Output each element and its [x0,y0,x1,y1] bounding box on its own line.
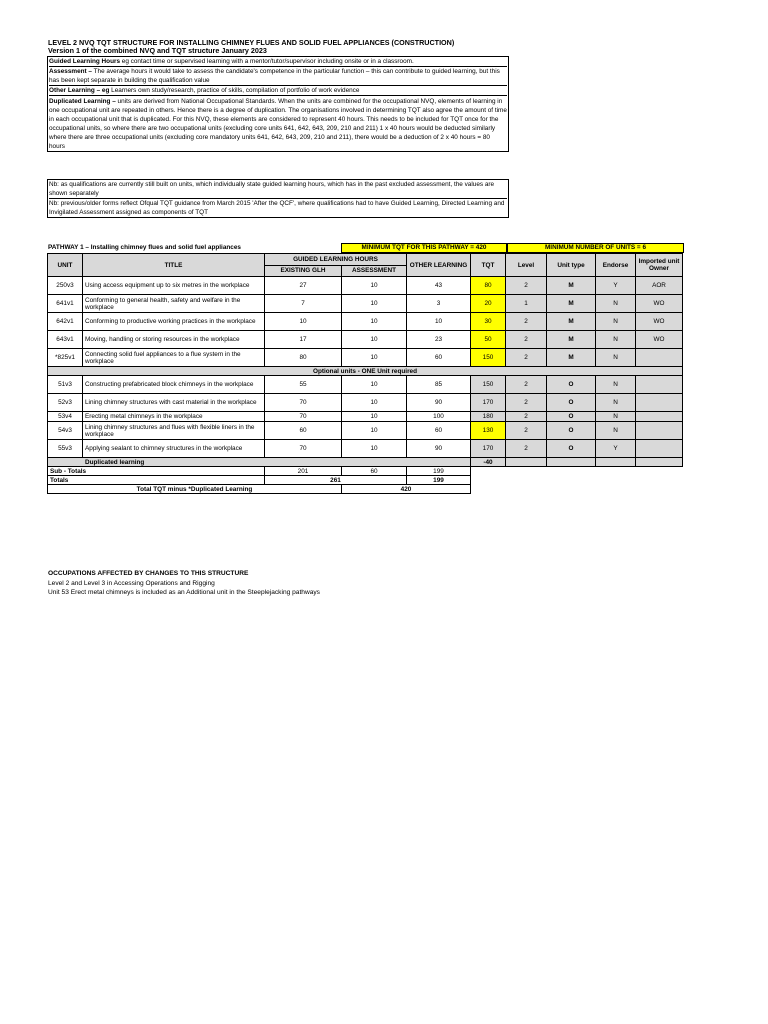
table-row [48,394,683,412]
table-row [48,440,683,458]
other-learning-value: 23 [407,331,471,349]
unit-type-value: O [547,394,596,412]
existing-glh-value: 7 [265,295,342,313]
min-tqt-banner: MINIMUM TQT FOR THIS PATHWAY = 420 [341,243,507,253]
unit-title: Erecting metal chimneys in the workplace [83,412,265,422]
owner-value [636,412,683,422]
level-value: 2 [506,412,547,422]
def-assessment [49,66,507,85]
assessment-value: 10 [342,394,407,412]
endorse-value: N [596,376,636,394]
note-box [47,179,509,218]
header-glh-group: GUIDED LEARNING HOURS [265,254,407,266]
endorse-value: Y [596,440,636,458]
header-unit: UNIT [48,254,83,277]
other-learning-value: 85 [407,376,471,394]
unit-code: 55v3 [48,440,83,458]
header-level: Level [506,254,547,277]
total-glh-assessment: 261 [265,476,407,485]
subtotals-label: Sub - Totals [48,467,265,476]
def-duplicated [49,95,507,151]
assessment-value: 10 [342,277,407,295]
assessment-value: 10 [342,376,407,394]
endorse-value: N [596,412,636,422]
table-row [48,277,683,295]
unit-type-value: M [547,277,596,295]
existing-glh-value: 10 [265,313,342,331]
assessment-value: 10 [342,440,407,458]
owner-value: WO [636,331,683,349]
other-learning-value: 90 [407,394,471,412]
document-version: Version 1 of the combined NVQ and TQT structure January 2023 [48,46,267,55]
table-row [48,331,683,349]
final-total-label: Total TQT minus *Duplicated Learning [48,485,342,494]
total-other: 199 [407,476,471,485]
document-title: LEVEL 2 NVQ TQT STRUCTURE FOR INSTALLING CHIMNEY FLUES AND SOLID FUEL APPLIANCES (CONSTRUCTION) [48,38,455,47]
other-learning-value: 3 [407,295,471,313]
min-units-banner: MINIMUM NUMBER OF UNITS = 6 [507,243,684,253]
unit-title: Applying sealant to chimney structures in the workplace [83,440,265,458]
tqt-value: 80 [471,277,506,295]
def-other [49,85,507,95]
owner-value [636,394,683,412]
tqt-value: 20 [471,295,506,313]
header-other-learning: OTHER LEARNING [407,254,471,277]
table-row [48,422,683,440]
unit-title: Lining chimney structures with cast material in the workplace [83,394,265,412]
unit-title: Using access equipment up to six metres in the workplace [83,277,265,295]
other-learning-value: 100 [407,412,471,422]
other-learning-value: 60 [407,422,471,440]
final-total-value: 420 [342,485,471,494]
unit-type-value: O [547,440,596,458]
level-value: 2 [506,349,547,367]
table-header-row-1 [48,254,683,266]
def-other-term: Other Learning – eg [49,87,110,94]
existing-glh-value: 60 [265,422,342,440]
subtotal-assessment: 60 [342,467,407,476]
def-glh-term: Guided Learning Hours [49,58,121,65]
level-value: 1 [506,295,547,313]
endorse-value: N [596,394,636,412]
unit-title: Conforming to productive working practices in the workplace [83,313,265,331]
unit-title: Constructing prefabricated block chimneys in the workplace [83,376,265,394]
table-row [48,412,683,422]
owner-value [636,440,683,458]
subtotals-row [48,467,683,476]
blank-cell [636,458,683,467]
unit-code: 54v3 [48,422,83,440]
endorse-value: N [596,422,636,440]
unit-title: Lining chimney structures and flues with flexible liners in the workplace [83,422,265,440]
occupations-heading: OCCUPATIONS AFFECTED BY CHANGES TO THIS STRUCTURE [48,570,249,577]
table-row [48,349,683,367]
tqt-value: 180 [471,412,506,422]
assessment-value: 10 [342,331,407,349]
existing-glh-value: 27 [265,277,342,295]
unit-code: 52v3 [48,394,83,412]
blank-cell [547,458,596,467]
tqt-value: 150 [471,349,506,367]
occupations-line-1: Level 2 and Level 3 in Accessing Operations and Rigging [48,580,215,587]
endorse-value: N [596,331,636,349]
duplicated-learning-row [48,458,683,467]
assessment-value: 10 [342,349,407,367]
other-learning-value: 43 [407,277,471,295]
endorse-value: N [596,295,636,313]
header-endorse: Endorse [596,254,636,277]
unit-title: Conforming to general health, safety and welfare in the workplace [83,295,265,313]
def-dup-text: units are derived from National Occupational Standards. When the units are combined for the occupational NVQ, elements of learning in one occupational unit are repeated in others. Hence there is a degree of duplication. The organisations involved in determining TQT also agree the amount of time in each occupational unit that is duplicated. For this NVQ, these elements are considered to represent 40 hours. This needs to be included for TQT once for the occupational units, so where there are two occupational units (excluding core units 641, 642, 643, 209, 210 and 211) 1 x 40 hours would be deducted similarly where there are three occupational units (excluding core mandatory units 641, 642, 643, 209, 210 and 211), there would be a deduction of 2 x 40 hours = 80 hours [49,98,507,150]
duplicated-learning-label: Duplicated learning [48,458,471,467]
unit-type-value: M [547,331,596,349]
assessment-value: 10 [342,412,407,422]
unit-code: 643v1 [48,331,83,349]
assessment-value: 10 [342,313,407,331]
tqt-value: 150 [471,376,506,394]
def-assessment-text: The average hours it would take to assess the candidate's competence in the particular function – this can contribute to guided learning, but this has been kept separate in building the qualification value [49,68,500,84]
level-value: 2 [506,313,547,331]
totals-label: Totals [48,476,265,485]
unit-type-value: M [547,349,596,367]
unit-type-value: O [547,412,596,422]
level-value: 2 [506,277,547,295]
endorse-value: Y [596,277,636,295]
owner-value [636,349,683,367]
unit-type-value: O [547,422,596,440]
blank-cell [506,458,547,467]
unit-title: Moving, handling or storing resources in the workplace [83,331,265,349]
def-glh [49,57,507,66]
header-imported-owner: Imported unit Owner [636,254,683,277]
other-learning-value: 10 [407,313,471,331]
assessment-value: 10 [342,422,407,440]
other-learning-value: 60 [407,349,471,367]
unit-type-value: O [547,376,596,394]
level-value: 2 [506,394,547,412]
tqt-value: 30 [471,313,506,331]
optional-units-row [48,367,683,376]
existing-glh-value: 55 [265,376,342,394]
unit-code: 641v1 [48,295,83,313]
unit-code: 250v3 [48,277,83,295]
subtotal-other: 199 [407,467,471,476]
def-glh-text: eg contact time or supervised learning with a mentor/tutor/supervisor including onsite or in a classroom. [120,58,414,65]
unit-type-value: M [547,295,596,313]
owner-value: WO [636,313,683,331]
tqt-structure-table [47,253,683,494]
table-row [48,295,683,313]
unit-code: 642v1 [48,313,83,331]
note-2: Nb: previous/older forms reflect Ofqual TQT guidance from March 2015 'After the QCF', where qualifications had to have Guided Learning, Directed Learning and Invigilated Assessment assigned as components of TQT [49,198,507,217]
final-total-row [48,485,683,494]
existing-glh-value: 17 [265,331,342,349]
unit-code: *825v1 [48,349,83,367]
existing-glh-value: 80 [265,349,342,367]
blank-cell [596,458,636,467]
endorse-value: N [596,313,636,331]
owner-value: AOR [636,277,683,295]
owner-value: WO [636,295,683,313]
optional-units-label: Optional units - ONE Unit required [48,367,683,376]
tqt-value: 170 [471,440,506,458]
header-assessment: ASSESSMENT [342,265,407,277]
subtotal-glh: 201 [265,467,342,476]
duplicated-learning-value: -40 [471,458,506,467]
existing-glh-value: 70 [265,394,342,412]
existing-glh-value: 70 [265,440,342,458]
endorse-value: N [596,349,636,367]
def-assessment-term: Assessment – [49,68,92,75]
level-value: 2 [506,376,547,394]
existing-glh-value: 70 [265,412,342,422]
assessment-value: 10 [342,295,407,313]
tqt-value: 50 [471,331,506,349]
header-title: TITLE [83,254,265,277]
header-existing-glh: EXISTING GLH [265,265,342,277]
tqt-value: 170 [471,394,506,412]
level-value: 2 [506,422,547,440]
table-row [48,376,683,394]
note-1: Nb: as qualifications are currently still built on units, which individually state guided learning hours, which has in the past excluded assessment, the values are shown separately [49,181,495,197]
pathway-title: PATHWAY 1 – Installing chimney flues and solid fuel appliances [48,244,241,251]
totals-row [48,476,683,485]
tqt-value: 130 [471,422,506,440]
unit-title: Connecting solid fuel appliances to a flue system in the workplace [83,349,265,367]
definitions-box [47,56,509,152]
level-value: 2 [506,440,547,458]
other-learning-value: 90 [407,440,471,458]
unit-code: 51v3 [48,376,83,394]
table-row [48,313,683,331]
occupations-line-2: Unit 53 Erect metal chimneys is included as an Additional unit in the Steeplejacking pathways [48,589,320,596]
def-other-text: Learners own study/research, practice of skills, compilation of portfolio of work evidence [109,87,360,94]
header-unit-type: Unit type [547,254,596,277]
owner-value [636,422,683,440]
unit-code: 53v4 [48,412,83,422]
owner-value [636,376,683,394]
unit-type-value: M [547,313,596,331]
header-tqt: TQT [471,254,506,277]
def-dup-term: Duplicated Learning – [49,98,116,105]
level-value: 2 [506,331,547,349]
